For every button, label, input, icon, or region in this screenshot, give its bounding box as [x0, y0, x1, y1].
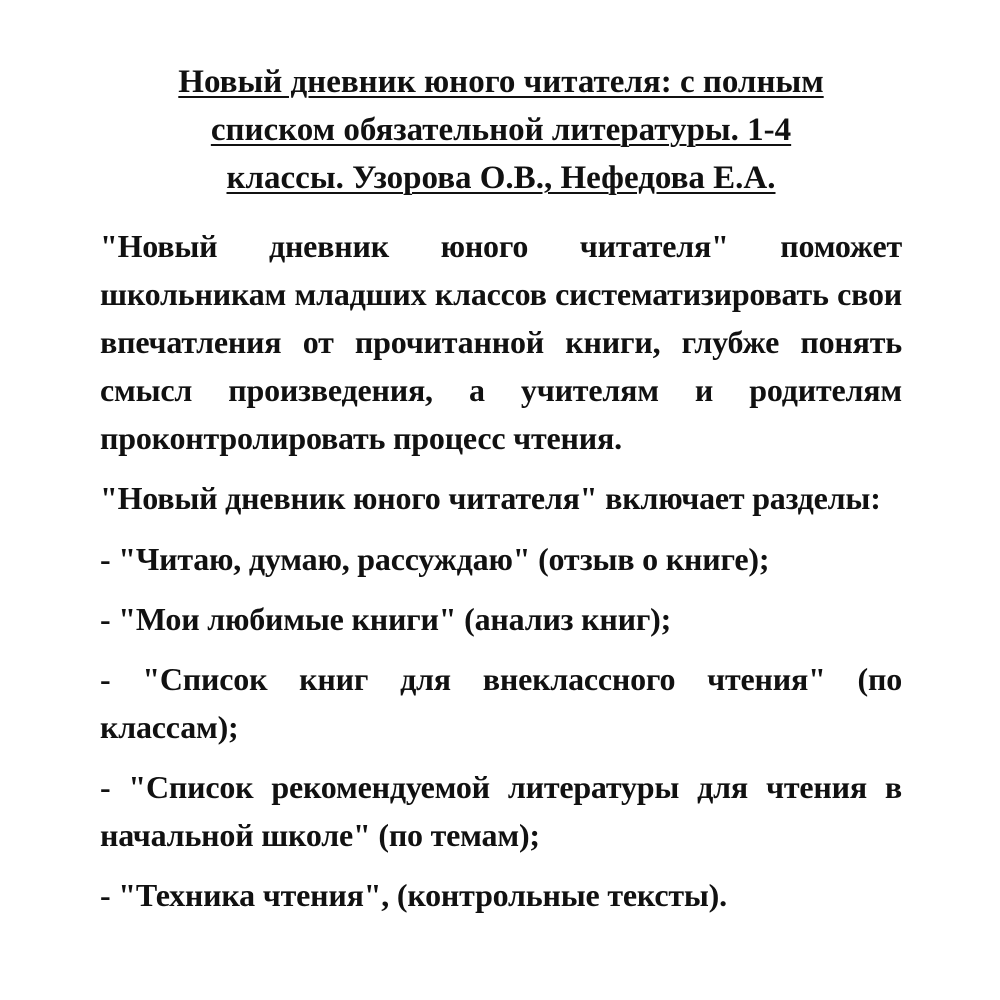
- list-item: - "Читаю, думаю, рассуждаю" (отзыв о книге);: [100, 541, 770, 577]
- list-item: - "Список книг для внеклассного чтения" (по классам);: [100, 661, 902, 745]
- document-title: [100, 58, 902, 202]
- list-item: - "Техника чтения", (контрольные тексты).: [100, 877, 727, 913]
- title-line: Новый дневник юного читателя: с полным: [178, 64, 824, 100]
- document-page: [100, 58, 902, 919]
- list-item: - "Список рекомендуемой литературы для чтения в начальной школе" (по темам);: [100, 769, 902, 853]
- title-line: списком обязательной литературы. 1-4: [210, 112, 792, 148]
- title-line: классы. Узорова О.В., Нефедова Е.А.: [226, 160, 776, 196]
- sections-list: [100, 535, 902, 919]
- description-paragraph: "Новый дневник юного читателя" поможет школьникам младших классов систематизировать свои впечатления от прочитанной книги, глубже понять смысл произведения, а учителям и родителям проконтролировать процесс чтения.: [100, 228, 902, 456]
- sections-intro-paragraph: "Новый дневник юного читателя" включает разделы:: [100, 480, 881, 516]
- list-item: - "Мои любимые книги" (анализ книг);: [100, 601, 672, 637]
